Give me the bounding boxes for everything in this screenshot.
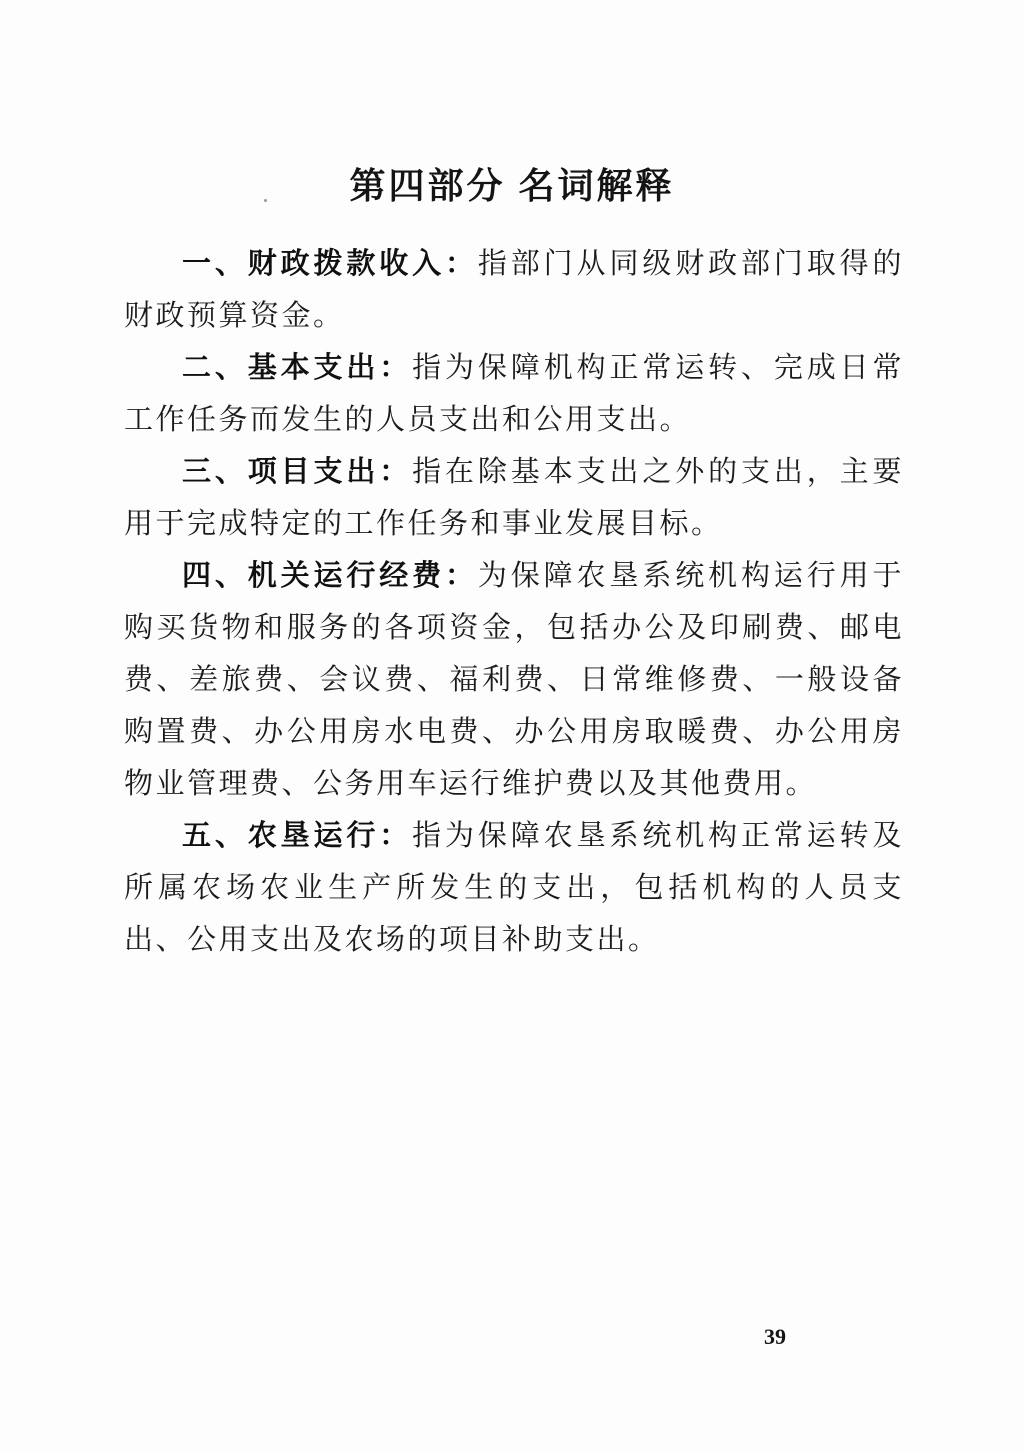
glossary-entry — [124, 446, 904, 550]
glossary-entry — [124, 810, 904, 966]
glossary-entry — [124, 550, 904, 810]
glossary-term: 五、农垦运行： — [182, 820, 413, 852]
glossary-definition: 指在除基本支出之外的支出，主要用于完成特定的工作任务和事业发展目标。 — [124, 456, 904, 540]
glossary-body — [124, 238, 904, 966]
glossary-definition: 指为保障农垦系统机构正常运转及所属农场农业生产所发生的支出，包括机构的人员支出、公用支出及农场的项目补助支出。 — [124, 820, 904, 956]
glossary-term: 四、机关运行经费： — [182, 560, 478, 592]
glossary-definition: 为保障农垦系统机构运行用于购买货物和服务的各项资金，包括办公及印刷费、邮电费、差旅费、会议费、福利费、日常维修费、一般设备购置费、办公用房水电费、办公用房取暖费、办公用房物业管理费、公务用车运行维护费以及其他费用。 — [124, 560, 904, 800]
glossary-term: 二、基本支出： — [182, 352, 413, 384]
glossary-entry — [124, 342, 904, 446]
glossary-term: 一、财政拨款收入： — [182, 248, 478, 280]
page-title: 第四部分 名词解释 — [349, 165, 675, 207]
page-number: 39 — [764, 1324, 786, 1349]
glossary-definition: 指部门从同级财政部门取得的财政预算资金。 — [124, 248, 904, 332]
scan-artifact-speck — [264, 199, 267, 202]
glossary-definition: 指为保障机构正常运转、完成日常工作任务而发生的人员支出和公用支出。 — [124, 352, 904, 436]
glossary-entry — [124, 238, 904, 342]
glossary-term: 三、项目支出： — [182, 456, 413, 488]
